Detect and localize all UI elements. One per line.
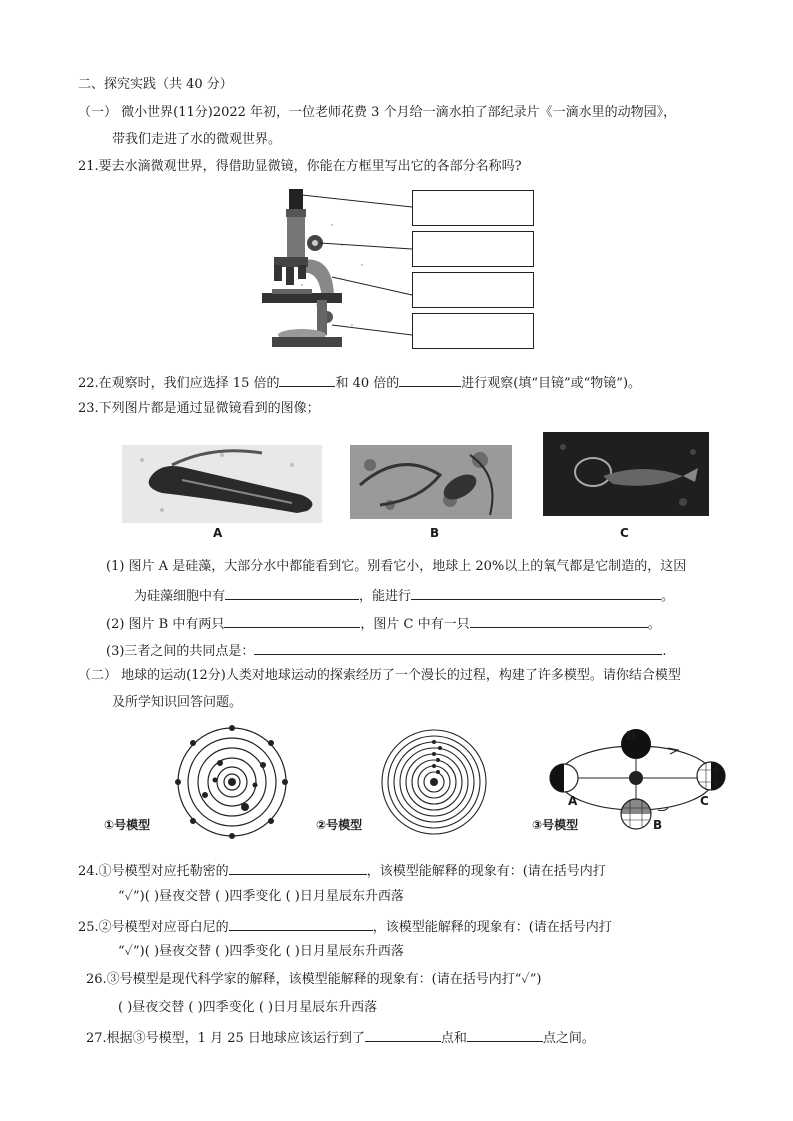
question-26-line2[interactable]: ( )昼夜交替 ( )四季变化 ( )日月星辰东升西落 <box>118 1000 378 1015</box>
q27-text-a: 27.根据③号模型，1 月 25 日地球应该运行到了 <box>86 1031 365 1046</box>
answer-box-2[interactable] <box>412 231 534 267</box>
q22-blank-objective[interactable] <box>399 372 461 387</box>
question-23: 23.下列图片都是通过显微镜看到的图像； <box>78 401 320 416</box>
q25-blank[interactable] <box>229 916 373 931</box>
question-25-line2[interactable]: “✓”)( )昼夜交替 ( )四季变化 ( )日月星辰东升西落 <box>118 944 404 959</box>
image-label-b: B <box>430 526 440 540</box>
part1-heading-line1: （一） 微小世界(11分)2022 年初，一位老师花费 3 个月给一滴水拍了部纪录片《一滴水里的动物园》， <box>78 105 677 120</box>
q23-1-blank-1[interactable] <box>225 585 359 600</box>
q23-3-text-b: . <box>662 644 667 659</box>
q24-text-a: 24.①号模型对应托勒密的 <box>78 864 229 879</box>
model-3-label: ③号模型 <box>532 818 579 832</box>
model-2-heliocentric <box>380 728 490 838</box>
q22-blank-eyepiece[interactable] <box>279 372 335 387</box>
q25-text-a: 25.②号模型对应哥白尼的 <box>78 920 229 935</box>
q23-2-line <box>106 613 661 634</box>
answer-box-3[interactable] <box>412 272 534 308</box>
q23-2-text-a: (2) 图片 B 中有两只 <box>106 617 225 632</box>
orbit-point-d: D <box>626 729 636 743</box>
answer-box-1[interactable] <box>412 190 534 226</box>
model-2-label: ②号模型 <box>316 818 363 832</box>
part2-heading-line1: （二） 地球的运动(12分)人类对地球运动的探索经历了一个漫长的过程，构建了许多模型。请你结合模型 <box>78 668 681 683</box>
q25-text-b: ，该模型能解释的现象有：(请在括号内打 <box>372 920 612 935</box>
q27-text-b: 点和 <box>440 1031 467 1046</box>
micrograph-c <box>543 432 709 516</box>
q23-3-blank[interactable] <box>254 640 662 655</box>
question-25-line1 <box>78 916 612 937</box>
q23-1-text-b: 为硅藻细胞中有 <box>134 589 226 604</box>
model-1-label: ①号模型 <box>104 818 151 832</box>
micrograph-a-diatom <box>122 445 322 523</box>
section-title: 二、探究实践（共 40 分） <box>78 77 233 92</box>
part2-heading-line2: 及所学知识回答问题。 <box>112 695 243 710</box>
micrograph-b <box>350 445 512 519</box>
q27-text-c: 点之间。 <box>542 1031 595 1046</box>
answer-box-4[interactable] <box>412 313 534 349</box>
q23-1-blank-2[interactable] <box>411 585 661 600</box>
microscope-figure <box>262 185 422 355</box>
q23-1-line1: (1) 图片 A 是硅藻，大部分水中都能看到它。别看它小，地球上 20%以上的氧气都是它制造的，这因 <box>106 559 687 574</box>
q27-blank-1[interactable] <box>365 1027 441 1042</box>
orbit-point-a: A <box>568 794 578 808</box>
q22-text-b: 和 40 倍的 <box>335 376 400 391</box>
question-26-line1: 26.③号模型是现代科学家的解释，该模型能解释的现象有：(请在括号内打“✓”) <box>86 972 542 987</box>
orbit-point-b: B <box>653 818 663 832</box>
q22-text-c: 进行观察(填“目镜”或“物镜”)。 <box>461 376 642 391</box>
q24-text-b: ，该模型能解释的现象有：(请在括号内打 <box>366 864 606 879</box>
part1-heading-line2: 带我们走进了水的微观世界。 <box>112 132 282 147</box>
q23-2-text-b: ，图片 C 中有一只 <box>360 617 470 632</box>
question-21: 21.要去水滴微观世界，得借助显微镜，你能在方框里写出它的各部分名称吗? <box>78 159 522 174</box>
q24-blank[interactable] <box>229 860 367 875</box>
question-24-line1 <box>78 860 606 881</box>
q23-2-blank-2[interactable] <box>470 613 648 628</box>
q23-3-line <box>106 640 667 661</box>
image-label-c: C <box>620 526 629 540</box>
question-27 <box>86 1027 595 1048</box>
q23-2-blank-1[interactable] <box>224 613 360 628</box>
q23-1-text-c: ，能进行 <box>359 589 412 604</box>
model-1-geocentric <box>175 725 295 843</box>
q23-1-line2 <box>134 585 674 606</box>
image-label-a: A <box>213 526 223 540</box>
q22-text-a: 22.在观察时，我们应选择 15 倍的 <box>78 376 280 391</box>
orbit-point-c: C <box>700 794 709 808</box>
question-24-line2[interactable]: “✓”)( )昼夜交替 ( )四季变化 ( )日月星辰东升西落 <box>118 889 404 904</box>
q27-blank-2[interactable] <box>467 1027 543 1042</box>
q23-1-text-d: 。 <box>661 589 675 604</box>
q23-2-text-c: 。 <box>647 617 661 632</box>
q23-3-text-a: (3)三者之间的共同点是： <box>106 644 255 659</box>
question-22 <box>78 372 641 393</box>
